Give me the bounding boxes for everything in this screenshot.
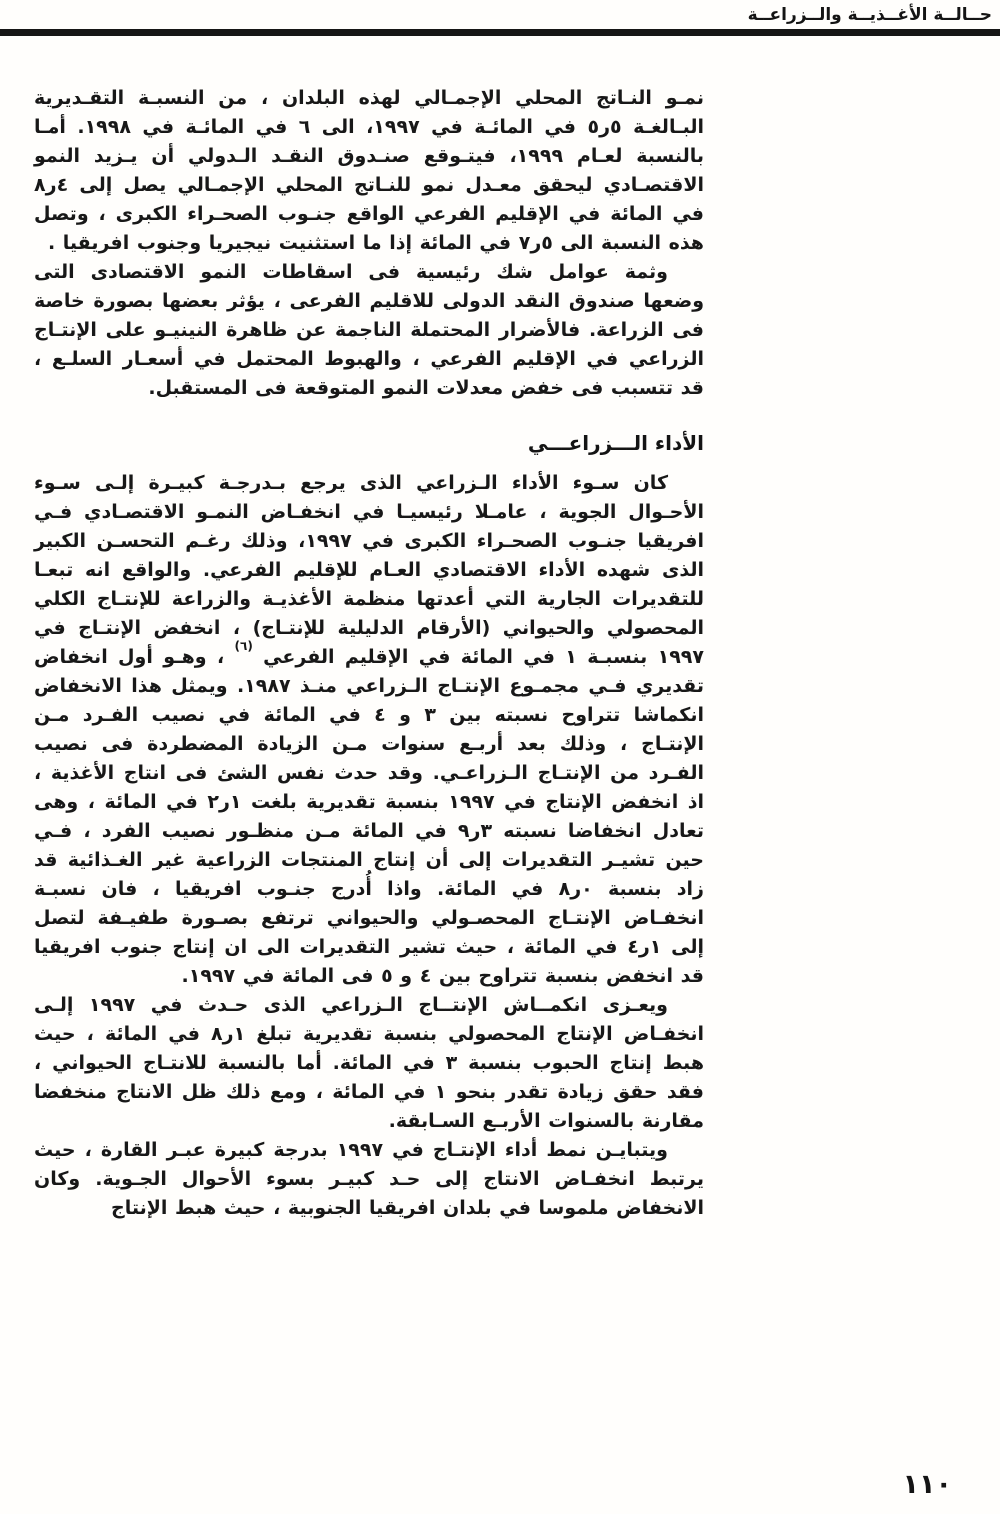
footnote-marker-6: (٦) (234, 638, 253, 653)
paragraph-production-pattern: ويتبايـن نمط أداء الإنتـاج في ١٩٩٧ بدرجة كبيرة عبـر القارة ، حيث يرتبط انخفـاض الانتاج إلى حـد كبيـر بسوء الأحوال الجـوية. وكان الانخفاض ملموسا في بلدان افريقيا الجنوبية ، حيث هبط الإنتاج (34, 1139, 704, 1219)
paragraph-agricultural-performance (34, 469, 704, 991)
paragraph-gdp-growth: نمـو النـاتج المحلي الإجمـالي لهذه البلدان ، من النسبـة التقـديرية البـالغـة ٥ر٥ في المائـة في ١٩٩٧، الى ٦ في المائـة في ١٩٩٨. أمـا بالنسبة لعـام ١٩٩٩، فيتـوقع صنـدوق النقـد الـدولي أن يـزيد النمو الاقتصـادي ليحقق معـدل نمو للنـاتج المحلي الإجمـالي يصل إلى ٤ر٨ في المائة في الإقليم الفرعي الواقع جنـوب الصحـراء الكبرى ، وتصل هذه النسبة الى ٥ر٧ في المائة إذا ما استثنيت نيجيريا وجنوب افريقيا . (34, 87, 704, 254)
paragraph-production-contraction: ويعـزى انكمــاش الإنتــاج الـزراعي الذى حـدث في ١٩٩٧ إلـى انخفـاض الإنتاج المحصولي بنسبة تقديرية تبلغ ١ر٨ في المائة ، حيث هبط إنتاج الحبوب بنسبة ٣ في المائة. أما بالنسبة للانتـاج الحيواني ، فقد حقق زيادة تقدر بنحو ١ في المائة ، ومع ذلك ظل الانتاج منخفضا مقارنة بالسنوات الأربـع السـابقة. (34, 994, 704, 1132)
paragraph-text-part1: كان سـوء الأداء الـزراعي الذى يرجع بـدرجـة كبيـرة إلـى سـوء الأحـوال الجوية ، عامـلا رئيسيـا في انخفـاض النمـو الاقتصـادي فـي افريقيا جنـوب الصحـراء الكبرى في ١٩٩٧، وذلك رغـم التحسـن الكبير الذى شهده الأداء الاقتصادي العـام للإقليم الفرعي. والواقع انه تبعـا للتقديرات الجارية التي أعدتها منظمة الأغذيـة والزراعة للإنتـاج الكلي المحصولي والحيواني (الأرقام الدليلية للإنتـاج) ، انخفض الإنتـاج في ١٩٩٧ بنسبـة ١ في المائة في الإقليم الفرعي (34, 472, 704, 668)
text-column (34, 84, 704, 1223)
section-heading-agricultural-performance: الأداء الـــزراعـــي (527, 431, 704, 455)
paragraph-text-part2: ، وهـو أول انخفاض تقديري فـي مجمـوع الإنتـاج الـزراعي منـذ ١٩٨٧. ويمثل هذا الانخفاض انكماشا تتراوح نسبته بين ٣ و ٤ في المائة في نصيب الفـرد مـن الإنتـاج ، وذلك بعد أربـع سنوات مـن الزيادة المضطردة فى نصيب الفـرد من الإنتـاج الـزراعـي. وقد حدث نفس الشئ فى انتاج الأغذية ، اذ انخفض الإنتاج في ١٩٩٧ بنسبة تقديرية بلغت ١ر٢ في المائة ، وهى تعادل انخفاضا نسبته ٣ر٩ في المائة مـن منظـور نصيب الفرد ، فـي حين تشيـر التقديرات إلى أن إنتاج المنتجات الزراعية غير الغـذائية قد زاد بنسبة ٠ر٨ في المائة. واذا أُدرج جنـوب افريقيا ، فان نسبـة انخفـاض الإنتـاج المحصـولي والحيواني ترتفع بصـورة طفيـفة لتصل إلى ١ر٤ في المائة ، حيث تشير التقديرات الى ان إنتاج جنوب افريقيا قد انخفض بنسبة تتراوح بين ٤ و ٥ فى المائة في ١٩٩٧. (34, 646, 705, 987)
paragraph-uncertainty-factors: وثمة عوامل شك رئيسية فى اسقاطات النمو الاقتصادى التى وضعها صندوق النقد الدولى للاقليم الفرعى ، يؤثر بعضها بصورة خاصة فى الزراعة. فالأضرار المحتملة الناجمة عن ظاهرة النينيـو على الإنتـاج الزراعي في الإقليم الفرعي ، والهبوط المحتمل في أسعـار السلـع ، قد تتسبب فى خفض معدلات النمو المتوقعة فى المستقبل. (34, 261, 704, 399)
page-number: ١١٠ (902, 1469, 952, 1500)
running-header-title: حــالــة الأغــذيــة والــزراعــة (747, 5, 992, 25)
header-rule (0, 29, 1000, 36)
